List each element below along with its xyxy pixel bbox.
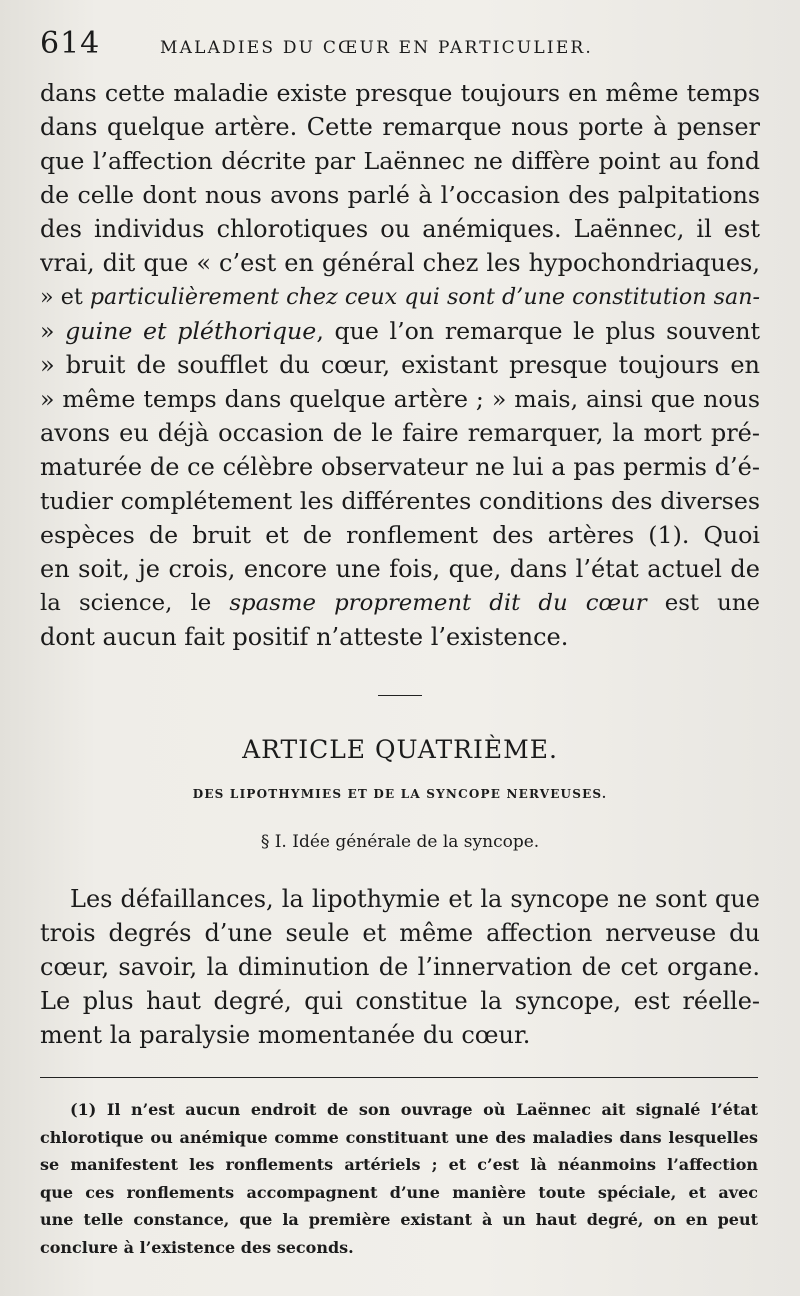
italic-phrase: particulièrement chez ceux qui sont d’une constitution san- — [89, 284, 760, 310]
text-line: cœur, savoir, la diminution de l’innervation de cet organe. — [40, 953, 760, 981]
article-title: ARTICLE QUATRIÈME. — [242, 735, 558, 764]
footnote-line: (1) Il n’est aucun endroit de son ouvrage où Laënnec ait signalé l’état — [70, 1100, 758, 1119]
text-line: vrai, dit que « c’est en général chez les hypochondriaques, — [40, 249, 760, 277]
text-fragment: , que l’on remarque le plus souvent — [316, 317, 760, 345]
footnote-rule — [40, 1077, 758, 1078]
article-subtitle: DES LIPOTHYMIES ET DE LA SYNCOPE NERVEUSES. — [192, 787, 608, 801]
text-fragment: est une — [664, 590, 760, 616]
page-number: 614 — [40, 26, 101, 61]
text-line — [40, 586, 760, 620]
text-line: en soit, je crois, encore une fois, que, dans l’état actuel de — [40, 555, 760, 583]
footnote — [40, 1096, 758, 1261]
footnote-line: que ces ronflements accompagnent d’une manière toute spéciale, et avec — [40, 1182, 758, 1202]
italic-phrase: spasme proprement dit du cœur — [229, 590, 647, 616]
quote-mark: » — [40, 317, 66, 345]
text-line: ment la paralysie momentanée du cœur. — [40, 1021, 531, 1049]
footnote-line: une telle constance, que la première existant à un haut degré, on en peut — [40, 1210, 758, 1229]
footnote-line: se manifestent les ronflements artériels ; et c’est là néanmoins l’affection — [40, 1155, 758, 1174]
text-line: espèces de bruit et de ronflement des artères (1). Quoi — [40, 521, 760, 549]
paragraph-1 — [40, 76, 760, 654]
text-line: de celle dont nous avons parlé à l’occasion des palpitations — [40, 181, 760, 209]
section-heading: § I. Idée générale de la syncope. — [260, 832, 540, 852]
text-line: dont aucun fait positif n’atteste l’existence. — [40, 623, 569, 651]
text-line: tudier complétement les différentes conditions des diverses — [40, 487, 760, 515]
quote-mark: » et — [40, 284, 90, 310]
text-line: des individus chlorotiques ou anémiques. Laënnec, il est — [40, 215, 760, 243]
text-line-quote — [40, 280, 760, 314]
text-line: trois degrés d’une seule et même affection nerveuse du — [40, 919, 760, 947]
text-fragment: la science, le — [40, 590, 230, 616]
text-line: avons eu déjà occasion de le faire remarquer, la mort pré- — [40, 419, 760, 447]
text-line: dans quelque artère. Cette remarque nous porte à penser — [40, 113, 760, 141]
paragraph-2 — [40, 882, 760, 1052]
text-line: Les défaillances, la lipothymie et la syncope ne sont que — [70, 885, 760, 913]
separator-rule — [378, 695, 422, 696]
footnote-line: conclure à l’existence des seconds. — [40, 1237, 354, 1257]
text-line: que l’affection décrite par Laënnec ne diffère point au fond — [40, 147, 760, 175]
text-line: dans cette maladie existe presque toujours en même temps — [40, 79, 760, 107]
running-title: MALADIES DU CŒUR EN PARTICULIER. — [160, 38, 594, 58]
text-line: » bruit de soufflet du cœur, existant presque toujours en — [40, 351, 760, 379]
text-line-quote — [40, 314, 760, 348]
footnote-line: chlorotique ou anémique comme constituant une des maladies dans lesquelles — [40, 1127, 758, 1147]
italic-phrase: guine et pléthorique — [65, 317, 317, 345]
text-line: » même temps dans quelque artère ; » mais, ainsi que nous — [40, 385, 760, 413]
text-line: Le plus haut degré, qui constitue la syncope, est réelle- — [40, 987, 760, 1015]
text-line: maturée de ce célèbre observateur ne lui a pas permis d’é- — [40, 453, 760, 481]
page-header — [40, 26, 760, 66]
